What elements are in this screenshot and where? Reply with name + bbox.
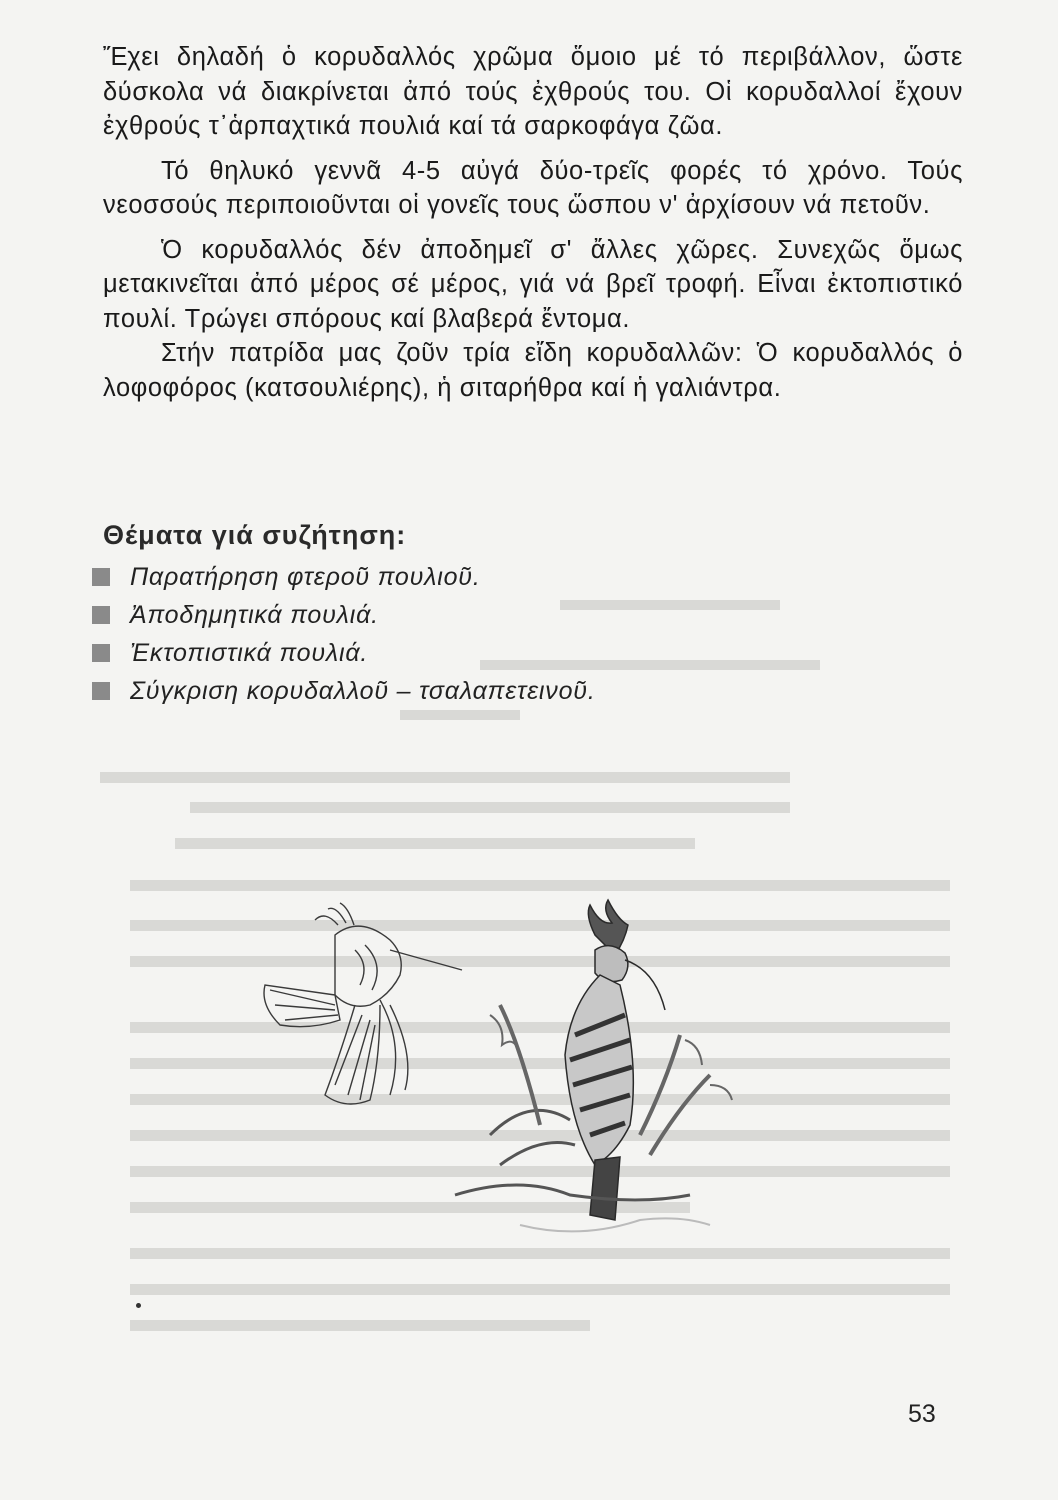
paragraph-1: Ἔχει δηλαδή ὁ κορυδαλλός χρῶμα ὅμοιο μέ τό περιβάλλον, ὥστε δύσκολα νά διακρίνεται ἀπό τούς ἐχθρούς του. Οἱ κορυδαλλοί ἔχουν ἐχθρούς τ᾿ἁρπαχτικά πουλιά καί τά σαρκοφάγα ζῶα. (103, 43, 963, 140)
page-number: 53 (908, 1400, 936, 1428)
print-speck (136, 1303, 141, 1308)
list-item (92, 672, 596, 710)
topic-text: Σύγκριση κορυδαλλοῦ – τσαλαπετεινοῦ. (130, 676, 596, 705)
paragraph-3: Ὁ κορυδαλλός δέν ἀποδημεῖ σ' ἄλλες χῶρες. Συνεχῶς ὅμως μετακινεῖται ἀπό μέρος σέ μέρος, γιά νά βρεῖ τροφή. Εἶναι ἐκτοπιστικό πουλί. Τρώγει σπόρους καί βλαβερά ἔντομα. (103, 235, 963, 333)
square-bullet-icon (92, 644, 110, 662)
paragraph-4: Στήν πατρίδα μας ζοῦν τρία εἴδη κορυδαλλῶν: Ὁ κορυδαλλός ὁ λοφοφόρος (κατσουλιέρης), ἡ σιταρήθρα καί ἡ γαλιάντρα. (103, 339, 963, 402)
topic-text: Παρατήρηση φτεροῦ πουλιοῦ. (130, 562, 481, 591)
discussion-heading: Θέματα γιά συζήτηση: (103, 520, 407, 550)
square-bullet-icon (92, 682, 110, 700)
hoopoe-illustration (240, 895, 780, 1285)
square-bullet-icon (92, 568, 110, 586)
list-item (92, 558, 596, 596)
square-bullet-icon (92, 606, 110, 624)
discussion-topics-list (92, 558, 596, 710)
perched-hoopoe-drawing (455, 900, 732, 1231)
topic-text: Ἐκτοπιστικά πουλιά. (130, 638, 369, 667)
topic-text: Ἀποδημητικά πουλιά. (130, 600, 379, 629)
body-text (103, 40, 963, 415)
flying-hoopoe-drawing (264, 903, 462, 1104)
list-item (92, 634, 596, 672)
paragraph-2: Τό θηλυκό γεννᾶ 4-5 αὐγά δύο-τρεῖς φορές τό χρόνο. Τούς νεοσσούς περιποιοῦνται οἱ γονεῖς τους ὥσπου ν' ἀρχίσουν νά πετοῦν. (103, 156, 963, 219)
list-item (92, 596, 596, 634)
